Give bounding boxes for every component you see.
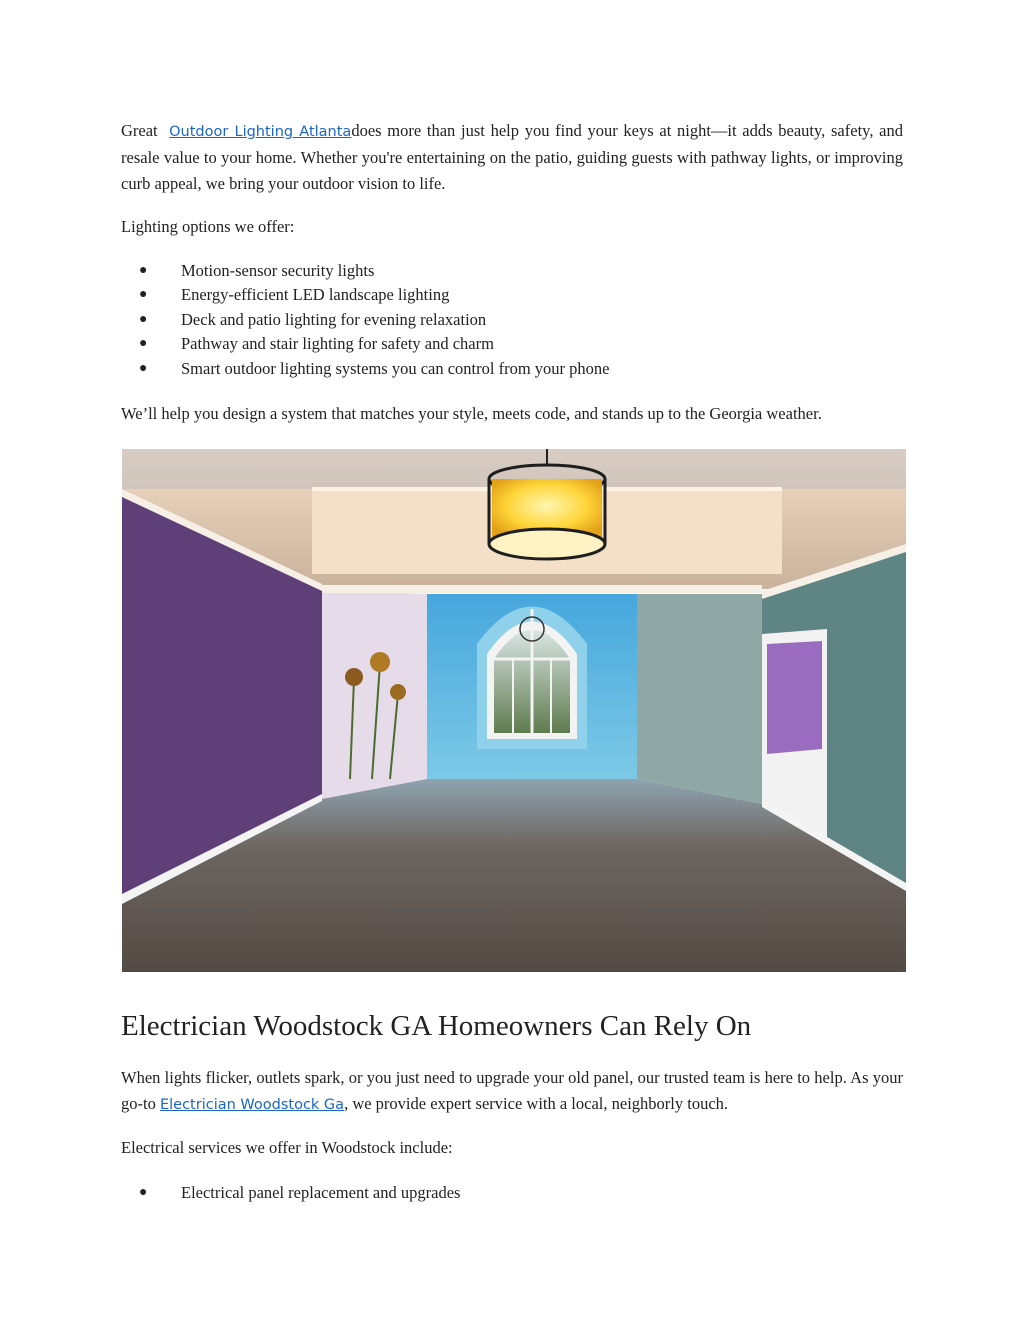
section-paragraph bbox=[121, 1065, 903, 1118]
outdoor-lighting-atlanta-link[interactable]: Outdoor Lighting Atlanta bbox=[169, 124, 352, 140]
list-item-label: Deck and patio lighting for evening relaxation bbox=[181, 309, 487, 329]
bullet-icon: ● bbox=[139, 336, 148, 352]
intro-body: does more than just help you find your keys at night—it adds beauty, safety, and resale value to your home. Whether you're entertaining on the patio, guiding guests with pathway lights, or improving curb appeal, we bring your outdoor vision to life. bbox=[121, 121, 903, 193]
list-item-label: Electrical panel replacement and upgrades bbox=[181, 1183, 461, 1202]
bullet-icon: ● bbox=[139, 263, 148, 278]
section-body: , we provide expert service with a local, neighborly touch. bbox=[344, 1094, 729, 1113]
options-heading: Lighting options we offer: bbox=[121, 217, 295, 236]
list-item-label: Motion-sensor security lights bbox=[181, 261, 375, 280]
list-item bbox=[121, 283, 609, 307]
electrician-woodstock-link[interactable]: Electrician Woodstock Ga bbox=[159, 1097, 345, 1113]
bullet-icon: ● bbox=[139, 287, 148, 303]
bullet-icon: ● bbox=[139, 360, 148, 376]
list-item bbox=[121, 332, 609, 356]
section-intro: When lights flicker, outlets spark, or you just need to upgrade your old panel, our trusted team is here to help. As your go-to bbox=[121, 1068, 903, 1113]
list-item-label: Energy-efficient LED landscape lighting bbox=[181, 285, 450, 305]
list-item bbox=[121, 308, 609, 332]
electrical-services-list bbox=[121, 1181, 460, 1205]
lighting-options-list bbox=[121, 259, 609, 381]
intro-paragraph bbox=[121, 118, 903, 197]
list-item-label: Pathway and stair lighting for safety and charm bbox=[181, 334, 494, 354]
list-item bbox=[121, 357, 609, 381]
section-heading: Electrician Woodstock GA Homeowners Can Rely On bbox=[121, 1010, 752, 1042]
list-item-label: Smart outdoor lighting systems you can control from your phone bbox=[181, 358, 610, 378]
room-photo bbox=[122, 449, 906, 972]
services-heading: Electrical services we offer in Woodstock include: bbox=[121, 1138, 453, 1157]
design-note: We’ll help you design a system that matches your style, meets code, and stands up to the Georgia weather. bbox=[121, 404, 822, 423]
intro-lead: Great bbox=[121, 121, 158, 140]
bullet-icon: ● bbox=[139, 1185, 148, 1200]
list-item bbox=[121, 259, 609, 283]
bullet-icon: ● bbox=[139, 311, 148, 327]
list-item bbox=[121, 1181, 460, 1205]
